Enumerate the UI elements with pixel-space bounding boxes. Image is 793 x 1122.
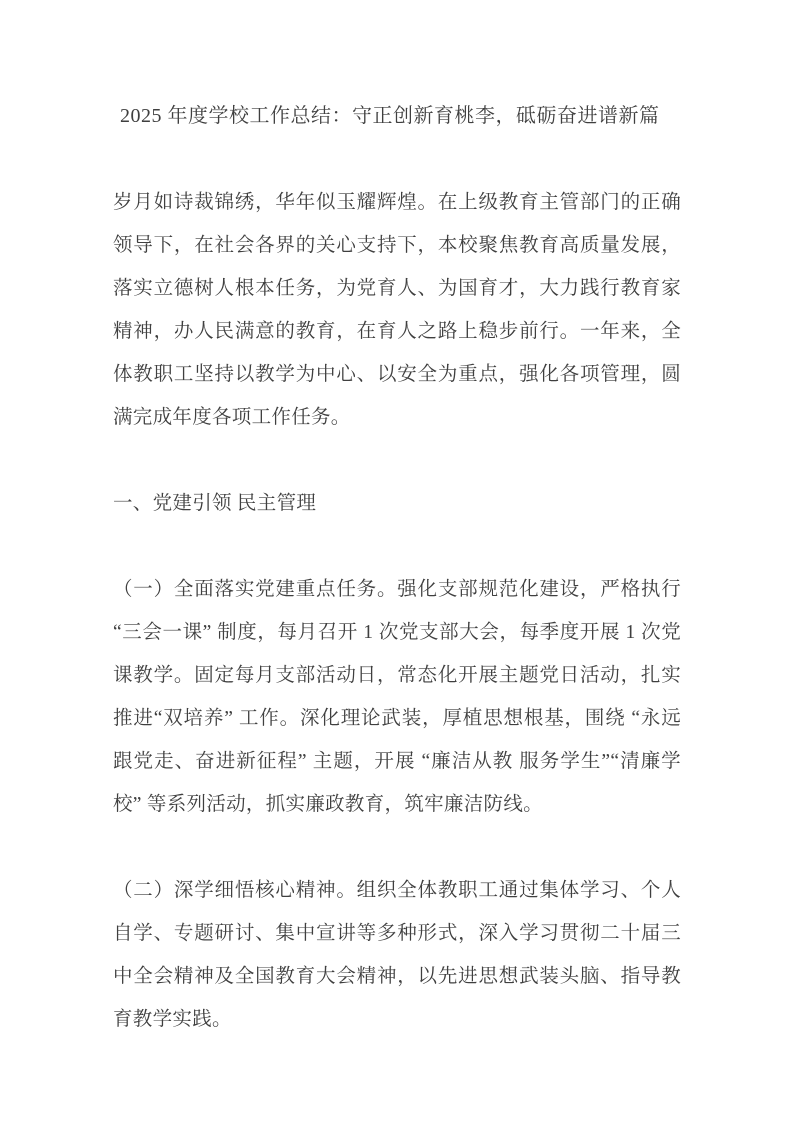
intro-paragraph: 岁月如诗裁锦绣，华年似玉耀辉煌。在上级教育主管部门的正确领导下，在社会各界的关心支持下，本校聚焦教育高质量发展，落实立德树人根本任务，为党育人、为国育才，大力践行教育家精神，办人民满意的教育，在育人之路上稳步前行。一年来，全体教职工坚持以教学为中心、以安全为重点，强化各项管理，圆满完成年度各项工作任务。 [113,192,681,428]
document-title: 2025 年度学校工作总结：守正创新育桃李，砥砺奋进谱新篇 [120,105,660,127]
section-1-paragraph-1: （一）全面落实党建重点任务。强化支部规范化建设，严格执行 “三会一课” 制度，每月召开 1 次党支部大会，每季度开展 1 次党课教学。固定每月支部活动日，常态化开展主题党日活动，扎实推进“双培养” 工作。深化理论武装，厚植思想根基，围绕 “永远跟党走、奋进新征程” 主题，开展 “廉洁从教 服务学生”“清廉学校” 等系列活动，抓实廉政教育，筑牢廉洁防线。 [113,579,681,815]
section-1-paragraph-2: （二）深学细悟核心精神。组织全体教职工通过集体学习、个人自学、专题研讨、集中宣讲等多种形式，深入学习贯彻二十届三中全会精神及全国教育大会精神，以先进思想武装头脑、指导教育教学实践。 [113,880,681,1030]
section-1-heading: 一、党建引领 民主管理 [113,493,317,514]
